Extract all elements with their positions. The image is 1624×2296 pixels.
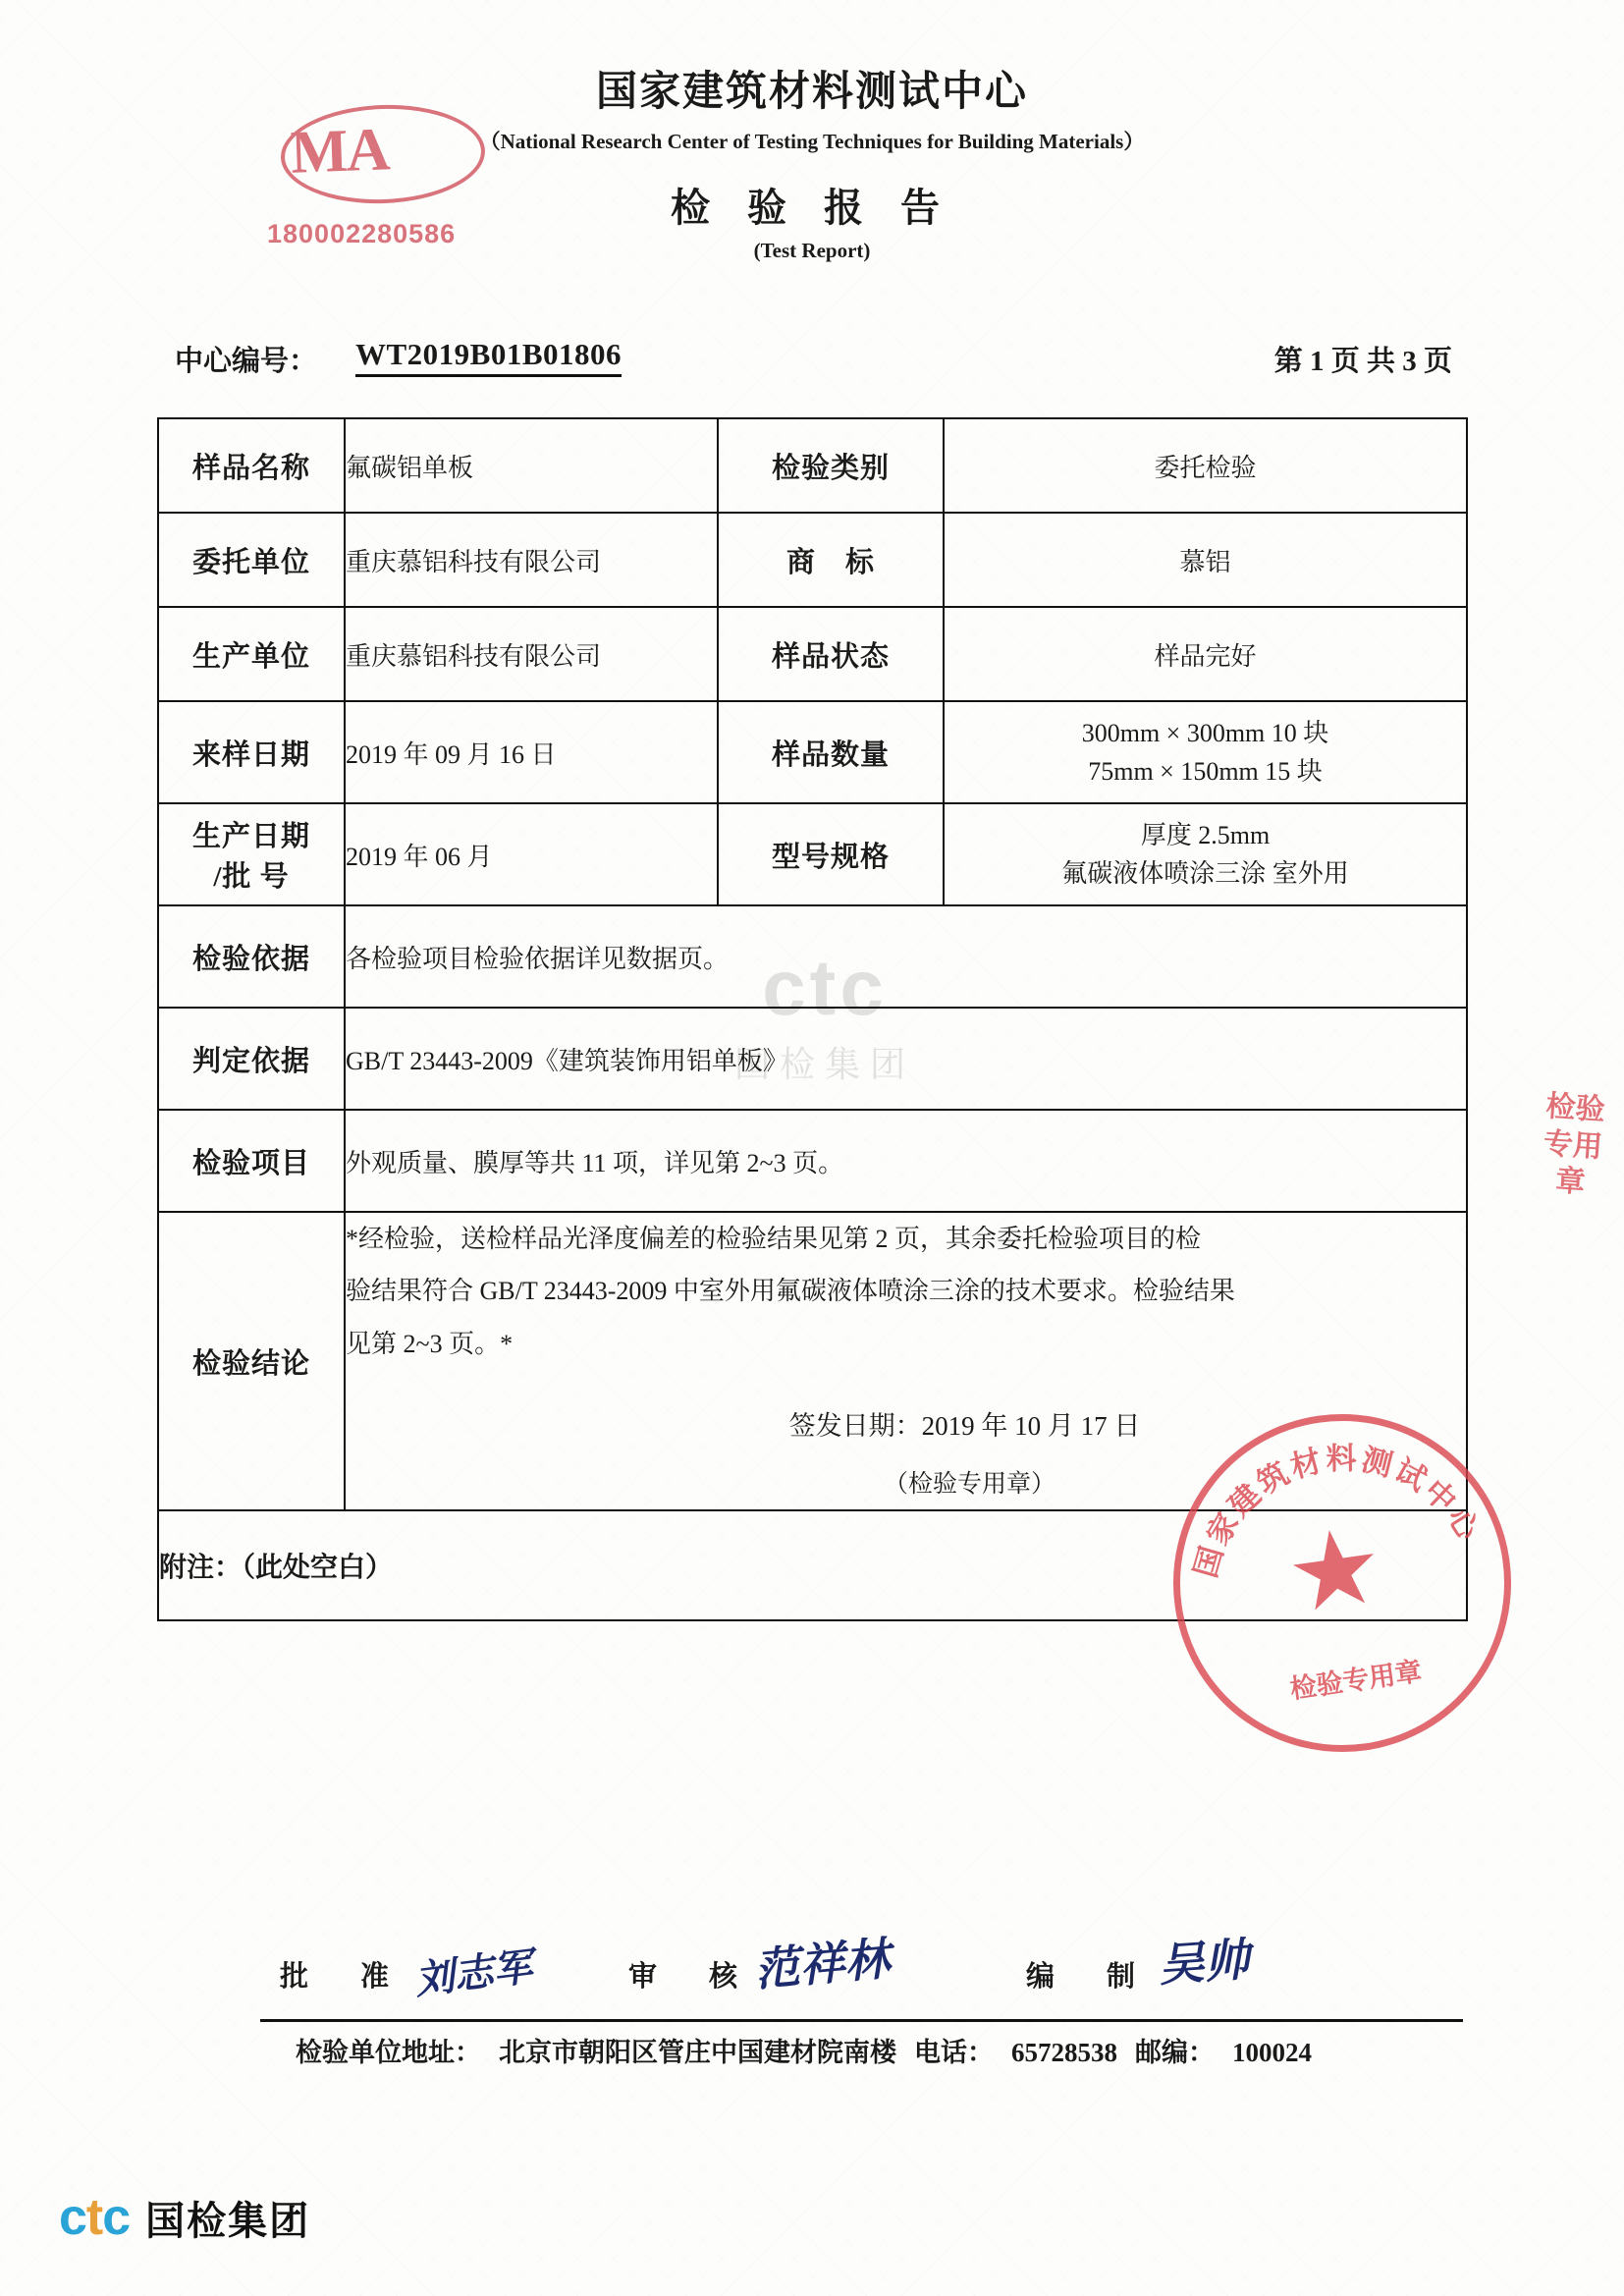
table-row: [158, 418, 1467, 513]
zip-value: 100024: [1232, 2038, 1312, 2067]
center-number-value: WT2019B01B01806: [355, 337, 622, 377]
seal-arc-label: 国家建筑材料测试中心: [1187, 1441, 1488, 1582]
zip-label: 邮编：: [1135, 2038, 1215, 2067]
table-row: [158, 1110, 1467, 1212]
table-row: [158, 513, 1467, 607]
report-table: [157, 417, 1468, 1621]
document-header: [0, 59, 1624, 263]
watermark-cn: 国检集团: [733, 1045, 915, 1084]
phone-label: 电话：: [914, 2038, 994, 2067]
model-spec-line-1: 厚度 2.5mm: [1140, 821, 1271, 849]
model-spec-line-2: 氟碳液体喷涂三涂 室外用: [1061, 859, 1349, 888]
side-vertical-stamp: 检验专用章: [1542, 1090, 1606, 1199]
judgement-basis-value: GB/T 23443-2009《建筑装饰用铝单板》: [345, 1008, 1467, 1110]
signature-underline: [260, 2019, 1463, 2022]
ma-certificate-number: 180002280586: [267, 219, 457, 248]
logo-letter-c1: c: [59, 2189, 86, 2246]
sample-quantity-line-1: 300mm × 300mm 10 块: [1081, 719, 1329, 747]
sample-condition-label: 样品状态: [718, 607, 944, 701]
trademark-value: 慕铝: [944, 513, 1467, 607]
production-date-value: 2019 年 06 月: [345, 803, 718, 905]
review-signature: 范祥林: [752, 1934, 893, 1995]
test-basis-value: 各检验项目检验依据详见数据页。: [345, 905, 1467, 1008]
conclusion-line-3: 见第 2~3 页。*: [346, 1329, 514, 1358]
conclusion-line-2: 验结果符合 GB/T 23443-2009 中室外用氟碳液体喷涂三涂的技术要求。检验结果: [346, 1277, 1235, 1306]
ma-mark-text: MA: [289, 116, 390, 187]
table-row-note: [158, 1510, 1467, 1620]
table-row-conclusion: [158, 1212, 1467, 1510]
conclusion-line-1: *经检验，送检样品光泽度偏差的检验结果见第 2 页，其余委托检验项目的检: [346, 1225, 1202, 1253]
address-value: 北京市朝阳区管庄中国建材院南楼: [499, 2038, 896, 2067]
watermark-ctc: ctc: [762, 944, 888, 1031]
table-row: [158, 701, 1467, 803]
conclusion-value: [345, 1212, 1467, 1510]
report-id-row: [0, 339, 1624, 378]
sample-name-label: 样品名称: [158, 418, 345, 513]
logo-letter-c2: c: [102, 2189, 131, 2246]
signature-area: [157, 1925, 1468, 2033]
report-title-cn: 检 验 报 告: [671, 186, 953, 230]
sampling-date-value: 2019 年 09 月 16 日: [345, 701, 718, 803]
conclusion-label: 检验结论: [158, 1212, 345, 1510]
organization-title-cn: 国家建筑材料测试中心: [595, 70, 1028, 115]
address-label: 检验单位地址：: [296, 2038, 481, 2067]
issue-date: 签发日期：2019 年 10 月 17 日: [788, 1410, 1141, 1441]
production-date-label-line-1: 生产日期: [191, 821, 310, 852]
prepare-label: 编 制: [1026, 1961, 1148, 1993]
report-table-container: [157, 417, 1468, 1621]
sample-quantity-label: 样品数量: [718, 701, 944, 803]
judgement-basis-label: 判定依据: [158, 1008, 345, 1110]
test-items-label: 检验项目: [158, 1110, 345, 1212]
phone-value: 65728538: [1011, 2038, 1117, 2067]
sampling-date-label: 来样日期: [158, 701, 345, 803]
sample-quantity-value: [944, 701, 1467, 803]
table-row: [158, 1008, 1467, 1110]
model-spec-label: 型号规格: [718, 803, 944, 905]
note-label: 附注：（此处空白）: [158, 1510, 1467, 1620]
test-basis-label: 检验依据: [158, 905, 345, 1008]
test-items-value: 外观质量、膜厚等共 11 项，详见第 2~3 页。: [345, 1110, 1467, 1212]
manufacturer-value: 重庆慕铝科技有限公司: [345, 607, 718, 701]
organization-title-en: （National Research Center of Testing Techniques for Building Materials）: [479, 130, 1145, 153]
footer-address-line: [157, 2031, 1468, 2069]
table-row: [158, 905, 1467, 1008]
table-row: [158, 803, 1467, 905]
logo-letter-t: t: [85, 2189, 103, 2246]
production-date-label-line-2: /批 号: [213, 861, 290, 893]
table-row: [158, 607, 1467, 701]
approve-signature: 刘志军: [412, 1943, 535, 2003]
report-title-en: (Test Report): [753, 239, 871, 262]
sample-name-value: 氟碳铝单板: [345, 418, 718, 513]
approve-label: 批 准: [280, 1961, 402, 1993]
prepare-signature: 吴帅: [1157, 1934, 1251, 1992]
review-label: 审 核: [628, 1961, 750, 1993]
trademark-label: 商 标: [718, 513, 944, 607]
client-unit-label: 委托单位: [158, 513, 345, 607]
page-number: 第 1 页 共 3 页: [1273, 346, 1452, 377]
client-unit-value: 重庆慕铝科技有限公司: [345, 513, 718, 607]
production-date-label: [158, 803, 345, 905]
seal-bottom-label: 检验专用章: [1287, 1656, 1424, 1705]
ctc-footer-logo: [59, 2188, 310, 2247]
sample-condition-value: 样品完好: [944, 607, 1467, 701]
official-seal: 国家建筑材料测试中心 ★ 检验专用章: [1152, 1393, 1534, 1775]
issue-seal-note: （检验专用章）: [883, 1471, 1056, 1499]
manufacturer-label: 生产单位: [158, 607, 345, 701]
test-category-value: 委托检验: [944, 418, 1467, 513]
model-spec-value: [944, 803, 1467, 905]
center-number-label: 中心编号：: [175, 346, 318, 377]
test-category-label: 检验类别: [718, 418, 944, 513]
sample-quantity-line-2: 75mm × 150mm 15 块: [1088, 757, 1323, 786]
logo-label-cn: 国检集团: [145, 2198, 311, 2243]
